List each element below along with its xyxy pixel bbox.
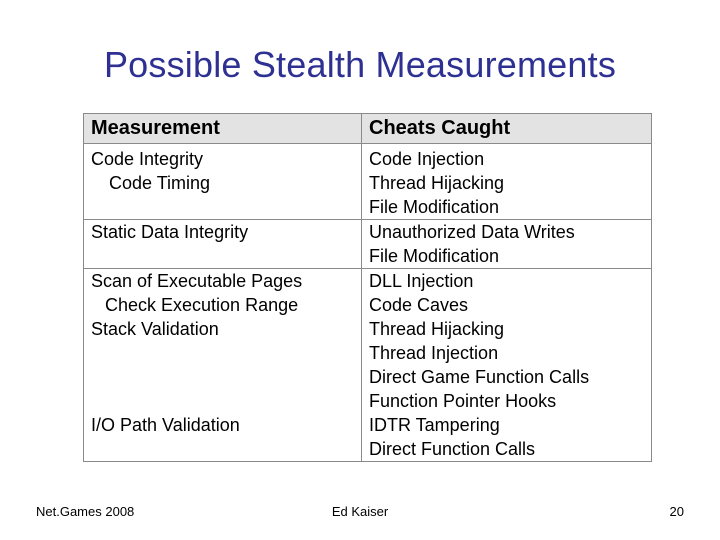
cheat-item: Code Caves — [369, 295, 469, 315]
cheat-item: Code Injection — [369, 149, 485, 169]
measurement-item: Code Integrity — [91, 149, 204, 169]
table-row — [84, 220, 652, 269]
measurement-item: Static Data Integrity — [91, 222, 249, 242]
cheat-item: Thread Hijacking — [369, 173, 505, 193]
header-measurement: Measurement — [84, 114, 362, 144]
header-cheats-caught: Cheats Caught — [362, 114, 652, 144]
cheat-item: IDTR Tampering — [369, 415, 500, 435]
cheats-cell — [362, 144, 652, 220]
footer-page-number: 20 — [669, 504, 684, 519]
table-header-row — [84, 114, 652, 144]
measurement-cell — [84, 144, 362, 220]
table-row — [84, 269, 652, 462]
cheat-item: File Modification — [369, 197, 500, 217]
cheats-cell — [362, 220, 652, 269]
measurements-table — [83, 113, 652, 462]
footer-author: Ed Kaiser — [331, 504, 389, 519]
cheat-item: File Modification — [369, 246, 500, 266]
cheat-item: Thread Hijacking — [369, 319, 505, 339]
footer-conference: Net.Games 2008 — [36, 504, 135, 519]
measurement-item: Scan of Executable Pages — [91, 271, 303, 291]
cheats-cell — [362, 269, 652, 462]
cheat-item: Direct Game Function Calls — [369, 367, 590, 387]
measurement-cell — [84, 220, 362, 269]
measurement-item: Stack Validation — [91, 319, 219, 339]
cheat-item: DLL Injection — [369, 271, 474, 291]
measurement-item: Check Execution Range — [105, 295, 299, 315]
cell-spacer — [91, 341, 361, 413]
table-row — [84, 144, 652, 220]
cheat-item: Direct Function Calls — [369, 439, 536, 459]
cheat-item: Thread Injection — [369, 343, 499, 363]
measurement-item: Code Timing — [109, 173, 211, 193]
slide-title: Possible Stealth Measurements — [103, 44, 617, 85]
cheat-item: Unauthorized Data Writes — [369, 222, 575, 242]
measurement-item: I/O Path Validation — [91, 415, 240, 435]
cheat-item: Function Pointer Hooks — [369, 391, 557, 411]
measurement-cell — [84, 269, 362, 462]
